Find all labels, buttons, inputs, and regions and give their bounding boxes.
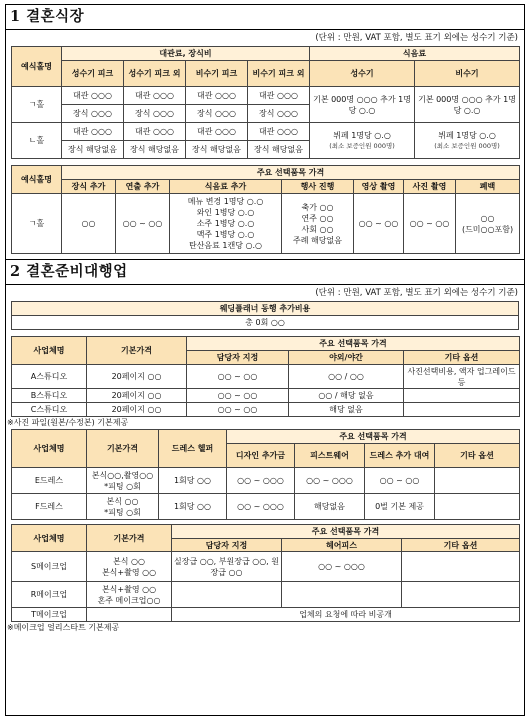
col-header: 비수기 <box>415 61 520 87</box>
meal-note: (최소 보증인원 000명) <box>434 141 500 150</box>
col-header: 행사 진행 <box>282 180 354 194</box>
base-price: 20페이지 ○○ <box>87 365 187 389</box>
hall-name-header: 예식홀명 <box>12 166 62 194</box>
col-header: 비수기 피크 <box>186 61 248 87</box>
company-name: S메이크업 <box>12 552 87 582</box>
option-cell: 해당 없음 <box>289 403 404 417</box>
base-price-line: *피팅 ○회 <box>104 481 141 491</box>
decor-cell: 장식 ○○○ <box>62 105 124 123</box>
option-cell: 실장급 ○○, 부원장급 ○○, 원장급 ○○ <box>172 552 282 582</box>
col-header: 성수기 피크 <box>62 61 124 87</box>
hall-name: ㄱ홀 <box>12 87 62 123</box>
planner-table <box>11 301 519 330</box>
option-line: ○○ <box>480 213 495 223</box>
option-cell: ○○ ~ ○○ <box>187 365 289 389</box>
section-2-title: 2 결혼준비대행업 <box>6 260 524 285</box>
option-cell: ○○ ~ ○○ <box>365 468 435 494</box>
option-cell <box>404 389 520 403</box>
option-cell <box>402 552 520 582</box>
base-price-line: 혼주 메이크업○○ <box>97 595 161 605</box>
decor-cell: 장식 해당없음 <box>62 141 124 159</box>
decor-cell: 장식 ○○○ <box>124 105 186 123</box>
base-price-line: 본식+촬영 ○○ <box>101 584 157 594</box>
rental-cell: 대관 ○○○ <box>186 123 248 141</box>
base-price-header: 기본가격 <box>87 430 159 468</box>
base-price-line: 본식 ○○ <box>106 496 139 506</box>
option-line: 소주 1병당 ○.○ <box>196 219 255 228</box>
option-cell: ○○ ~ ○○○ <box>295 468 365 494</box>
option-cell <box>172 582 282 608</box>
option-line: 탄산음료 1캔당 ○.○ <box>188 241 263 250</box>
option-cell <box>435 468 520 494</box>
options-group-header: 주요 선택품목 가격 <box>227 430 520 444</box>
col-header: 성수기 <box>310 61 415 87</box>
col-header: 사진 촬영 <box>404 180 456 194</box>
option-cell: ○○ / 해당 없음 <box>289 389 404 403</box>
meal-cell <box>310 123 415 159</box>
meal-cell <box>415 123 520 159</box>
rental-cell: 대관 ○○○ <box>248 123 310 141</box>
decor-cell: 장식 해당없음 <box>248 141 310 159</box>
base-price: 20페이지 ○○ <box>87 389 187 403</box>
col-header: 헤어피스 <box>282 539 402 552</box>
option-cell <box>170 194 282 254</box>
company-name: R메이크업 <box>12 582 87 608</box>
section-1-title: 1 결혼식장 <box>6 5 524 30</box>
col-header: 디자인 추가금 <box>227 444 295 468</box>
base-price <box>87 552 172 582</box>
rental-cell: 대관 ○○○ <box>248 87 310 105</box>
option-cell: ○○ ~ ○○ <box>404 194 456 254</box>
option-cell <box>402 582 520 608</box>
decor-cell: 장식 해당없음 <box>186 141 248 159</box>
option-cell: ○○ ~ ○○ <box>187 389 289 403</box>
option-cell: ○○ ~ ○○○ <box>227 494 295 520</box>
option-cell: ○○ ~ ○○ <box>187 403 289 417</box>
col-header: 드레스 추가 대여 <box>365 444 435 468</box>
base-price-header: 기본가격 <box>87 337 187 365</box>
document-page <box>5 4 525 716</box>
hall-name: ㄱ홀 <box>12 194 62 254</box>
option-line: 축가 ○○ <box>301 202 334 212</box>
option-cell: ○○ ~ ○○ <box>116 194 170 254</box>
company-name: T메이크업 <box>12 608 87 622</box>
option-line: 사회 ○○ <box>301 224 334 234</box>
option-cell <box>456 194 520 254</box>
helper-cell: 1회당 ○○ <box>159 494 227 520</box>
dress-table <box>11 429 520 520</box>
company-header: 사업체명 <box>12 337 87 365</box>
base-price-line: 본식+촬영 ○○ <box>101 567 157 577</box>
venue-price-table <box>11 46 520 159</box>
option-cell: ○○ ~ ○○○ <box>227 468 295 494</box>
options-group-header: 주요 선택품목 가격 <box>62 166 520 180</box>
option-cell <box>435 494 520 520</box>
option-line: 맥주 1병당 ○.○ <box>196 230 255 239</box>
col-header: 담당자 지정 <box>187 351 289 365</box>
studio-note: ※사진 파일(원본/수정본) 기본제공 <box>7 418 129 427</box>
meal-group-header: 식음료 <box>310 47 520 61</box>
col-header: 비수기 피크 외 <box>248 61 310 87</box>
rental-cell: 대관 ○○○ <box>62 123 124 141</box>
option-cell: 0벌 기본 제공 <box>365 494 435 520</box>
hall-name-header: 예식홀명 <box>12 47 62 87</box>
venue-options-table <box>11 165 520 254</box>
option-line: (드미○○포함) <box>461 224 514 234</box>
base-price: 20페이지 ○○ <box>87 403 187 417</box>
option-cell: ○○ ~ ○○ <box>354 194 404 254</box>
col-header: 성수기 피크 외 <box>124 61 186 87</box>
col-header: 장식 추가 <box>62 180 116 194</box>
decor-cell: 장식 ○○○ <box>248 105 310 123</box>
col-header: 기타 옵션 <box>435 444 520 468</box>
unit-note-1: (단위 : 만원, VAT 포함, 별도 표기 외에는 성수기 기준) <box>315 33 518 43</box>
meal-note: (최소 보증인원 000명) <box>329 141 395 150</box>
options-group-header: 주요 선택품목 가격 <box>172 525 520 539</box>
option-cell: 업체의 요청에 따라 비공개 <box>172 608 520 622</box>
company-name: C스튜디오 <box>12 403 87 417</box>
company-name: B스튜디오 <box>12 389 87 403</box>
meal-text: 뷔페 1명당 ○.○ <box>333 130 391 140</box>
base-price <box>87 494 159 520</box>
option-cell <box>282 194 354 254</box>
meal-cell <box>415 87 520 123</box>
option-cell: ○○ <box>62 194 116 254</box>
meal-text: 기본 000명 ○○○ 추가 1명당 ○.○ <box>418 94 516 115</box>
company-name: A스튜디오 <box>12 365 87 389</box>
col-header: 야외/야간 <box>289 351 404 365</box>
option-cell: ○○ / ○○ <box>289 365 404 389</box>
company-header: 사업체명 <box>12 525 87 552</box>
base-price <box>87 582 172 608</box>
meal-text: 기본 000명 ○○○ 추가 1명당 ○.○ <box>313 94 411 115</box>
makeup-note: ※메이크업 얼리스타트 기본제공 <box>7 623 120 632</box>
helper-cell: 1회당 ○○ <box>159 468 227 494</box>
hall-name: ㄴ홀 <box>12 123 62 159</box>
rental-cell: 대관 ○○○ <box>62 87 124 105</box>
col-header: 영상 촬영 <box>354 180 404 194</box>
option-cell <box>282 582 402 608</box>
decor-cell: 장식 ○○○ <box>186 105 248 123</box>
base-price-line: 본식 ○○ <box>113 556 145 566</box>
option-line: 연주 ○○ <box>301 213 334 223</box>
rental-cell: 대관 ○○○ <box>186 87 248 105</box>
decor-cell: 장식 해당없음 <box>124 141 186 159</box>
options-group-header: 주요 선택품목 가격 <box>187 337 520 351</box>
dress-helper-header: 드레스 헬퍼 <box>159 430 227 468</box>
option-cell: 사진선택비용, 액자 업그레이드 등 <box>404 365 520 389</box>
rental-cell: 대관 ○○○ <box>124 87 186 105</box>
planner-header: 웨딩플래너 동행 추가비용 <box>12 302 519 316</box>
option-line: 와인 1병당 ○.○ <box>196 208 255 217</box>
col-header: 폐백 <box>456 180 520 194</box>
unit-note-2: (단위 : 만원, VAT 포함, 별도 표기 외에는 성수기 기준) <box>315 288 518 298</box>
option-line: 메뉴 변경 1명당 ○.○ <box>187 197 264 206</box>
meal-text: 뷔페 1명당 ○.○ <box>438 130 496 140</box>
studio-table <box>11 336 520 417</box>
option-cell: ○○ ~ ○○○ <box>282 552 402 582</box>
col-header: 식음료 추가 <box>170 180 282 194</box>
rental-group-header: 대관료, 장식비 <box>62 47 310 61</box>
col-header: 피스트웨어 <box>295 444 365 468</box>
col-header: 담당자 지정 <box>172 539 282 552</box>
option-cell: 해당없음 <box>295 494 365 520</box>
option-cell <box>404 403 520 417</box>
base-price-line: *피팅 ○회 <box>104 507 141 517</box>
col-header: 연출 추가 <box>116 180 170 194</box>
option-line: 주례 해당없음 <box>293 235 342 245</box>
rental-cell: 대관 ○○○ <box>124 123 186 141</box>
col-header: 기타 옵션 <box>404 351 520 365</box>
planner-value: 총 0회 ○○ <box>12 316 519 330</box>
company-name: F드레스 <box>12 494 87 520</box>
col-header: 기타 옵션 <box>402 539 520 552</box>
company-name: E드레스 <box>12 468 87 494</box>
base-price-header: 기본가격 <box>87 525 172 552</box>
makeup-table <box>11 524 520 622</box>
company-header: 사업체명 <box>12 430 87 468</box>
base-price <box>87 468 159 494</box>
base-price-line: 본식○○,촬영○○ <box>91 470 154 480</box>
base-price <box>87 608 172 622</box>
meal-cell <box>310 87 415 123</box>
